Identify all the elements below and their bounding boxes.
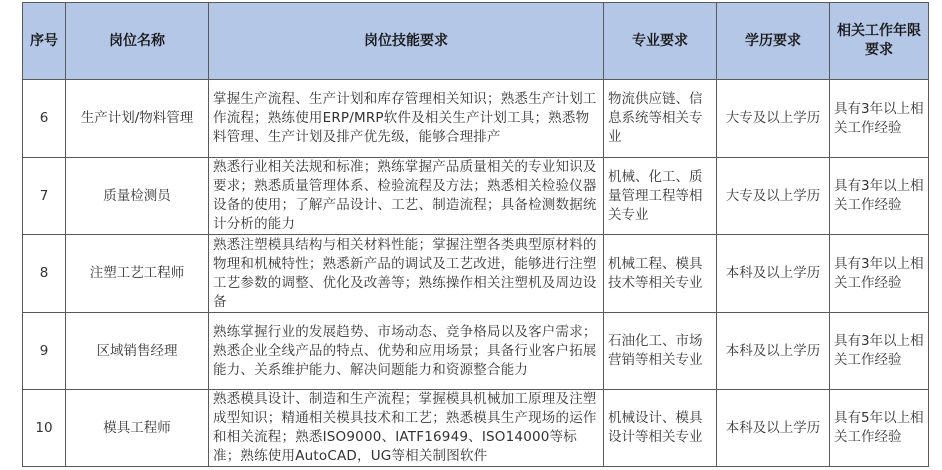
header-row xyxy=(23,3,929,80)
cell-education: 大专及以上学历 xyxy=(717,158,830,235)
job-requirements-table xyxy=(22,2,929,467)
cell-position: 区域销售经理 xyxy=(66,313,209,390)
header-position: 岗位名称 xyxy=(66,3,209,80)
table-row xyxy=(23,80,929,158)
cell-no: 9 xyxy=(23,313,66,390)
cell-skills: 熟悉行业相关法规和标准；熟练掌握产品质量相关的专业知识及要求；熟悉质量管理体系、检验流程及方法；熟悉相关检验仪器设备的使用；了解产品设计、工艺、制造流程；具备检测数据统计分析的能力 xyxy=(209,158,604,235)
header-experience: 相关工作年限要求 xyxy=(830,3,929,80)
cell-major: 石油化工、市场营销等相关专业 xyxy=(604,313,717,390)
header-education: 学历要求 xyxy=(717,3,830,80)
cell-education: 本科及以上学历 xyxy=(717,390,830,467)
cell-no: 8 xyxy=(23,235,66,313)
cell-experience: 具有3年以上相关工作经验 xyxy=(830,80,929,158)
cell-skills: 熟悉注塑模具结构与相关材料性能；掌握注塑各类典型原材料的物理和机械特性；熟悉新产品的调试及工艺改进，能够进行注塑工艺参数的调整、优化及改善等；熟练操作相关注塑机及周边设备 xyxy=(209,235,604,313)
cell-experience: 具有3年以上相关工作经验 xyxy=(830,158,929,235)
cell-education: 大专及以上学历 xyxy=(717,80,830,158)
table-row xyxy=(23,158,929,235)
cell-experience: 具有3年以上相关工作经验 xyxy=(830,313,929,390)
header-no: 序号 xyxy=(23,3,66,80)
cell-skills: 熟练掌握行业的发展趋势、市场动态、竞争格局以及客户需求；熟悉企业全线产品的特点、优势和应用场景；具备行业客户拓展能力、关系维护能力、解决问题能力和资源整合能力 xyxy=(209,313,604,390)
cell-skills: 熟悉模具设计、制造和生产流程；掌握模具机械加工原理及注塑成型知识；精通相关模具技术和工艺；熟悉模具生产现场的运作和相关流程；熟悉ISO9000、IATF16949、ISO14000等标准；熟练使用AutoCAD，UG等相关制图软件 xyxy=(209,390,604,467)
table-row xyxy=(23,390,929,467)
cell-position: 质量检测员 xyxy=(66,158,209,235)
cell-major: 机械设计、模具设计等相关专业 xyxy=(604,390,717,467)
table-row xyxy=(23,235,929,313)
cell-experience: 具有3年以上相关工作经验 xyxy=(830,235,929,313)
cell-no: 7 xyxy=(23,158,66,235)
cell-education: 本科及以上学历 xyxy=(717,313,830,390)
cell-no: 6 xyxy=(23,80,66,158)
cell-skills: 掌握生产流程、生产计划和库存管理相关知识；熟悉生产计划工作流程；熟练使用ERP/MRP软件及相关生产计划工具；熟悉物料管理、生产计划及排产优先级，能够合理排产 xyxy=(209,80,604,158)
cell-position: 模具工程师 xyxy=(66,390,209,467)
header-skills: 岗位技能要求 xyxy=(209,3,604,80)
cell-position: 生产计划/物料管理 xyxy=(66,80,209,158)
cell-education: 本科及以上学历 xyxy=(717,235,830,313)
cell-major: 机械工程、模具技术等相关专业 xyxy=(604,235,717,313)
cell-experience: 具有5年以上相关工作经验 xyxy=(830,390,929,467)
cell-no: 10 xyxy=(23,390,66,467)
cell-major: 机械、化工、质量管理工程等相关专业 xyxy=(604,158,717,235)
table-row xyxy=(23,313,929,390)
cell-major: 物流供应链、信息系统等相关专业 xyxy=(604,80,717,158)
cell-position: 注塑工艺工程师 xyxy=(66,235,209,313)
header-major: 专业要求 xyxy=(604,3,717,80)
